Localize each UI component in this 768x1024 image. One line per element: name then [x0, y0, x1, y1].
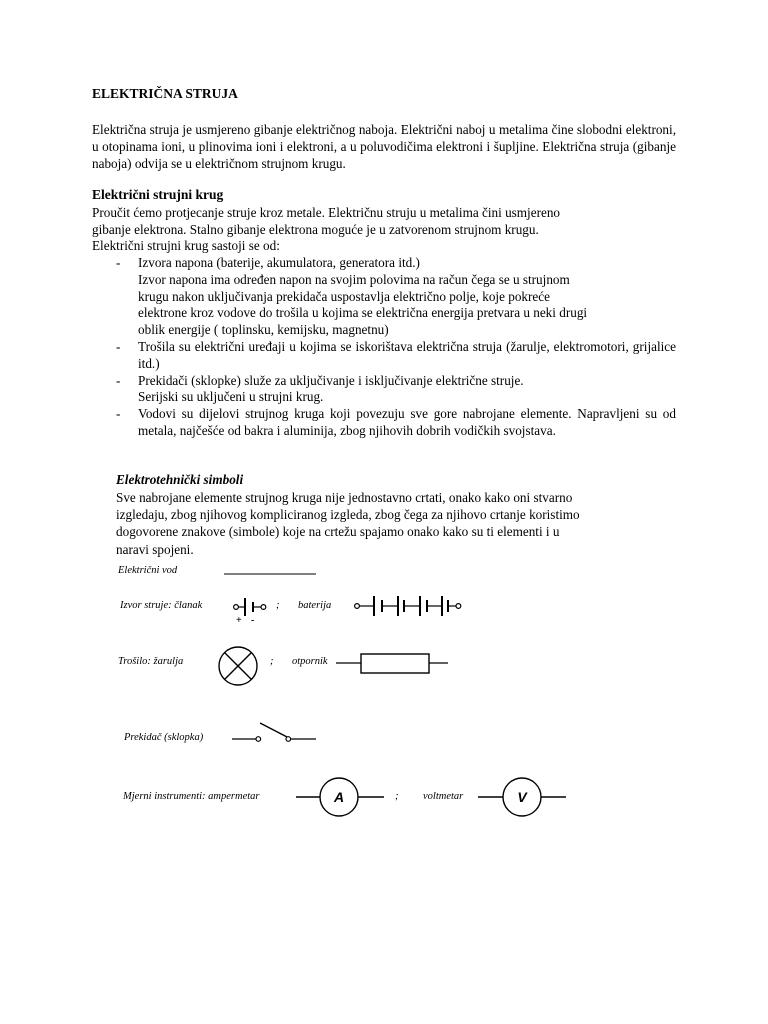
- list-item-main: Prekidači (sklopke) služe za uključivanje i isključivanje električne struje.: [138, 372, 524, 388]
- plus-sign: +: [236, 615, 242, 626]
- lamp-symbol: [219, 647, 257, 685]
- voltmeter-label: voltmetar: [423, 791, 464, 802]
- separator: ;: [276, 600, 280, 611]
- load-label: Trošilo: žarulja: [118, 656, 184, 667]
- battery-label: baterija: [298, 600, 332, 611]
- list-dash: -: [116, 372, 121, 388]
- list-dash: -: [116, 406, 121, 422]
- resistor-label: otpornik: [292, 656, 328, 667]
- list-dash: -: [116, 338, 121, 354]
- paragraph-line: dogovorene znakove (simbole) koje na crtežu spajamo onako kako su ti elementi i u: [116, 524, 560, 540]
- list-item-main: Trošila su električni uređaji u kojima se iskorištava električna struja (žarulje, elektromotori, grijalice itd.): [138, 338, 676, 371]
- list-item-line: Izvor napona ima određen napon na svojim polovima na račun čega se u strujnom: [138, 271, 570, 287]
- source-label: Izvor struje: članak: [120, 600, 203, 611]
- list-item-main: Vodovi su dijelovi strujnog kruga koji povezuju sve gore nabrojane elemente. Napravljeni su od metala, najčešće od bakra i aluminija, zbog njihovih dobrih vodičkih svojstava.: [138, 406, 676, 438]
- resistor-symbol: [336, 654, 448, 673]
- minus-sign: -: [251, 615, 255, 626]
- page-title: ELEKTRIČNA STRUJA: [92, 86, 238, 101]
- paragraph-line: gibanje elektrona. Stalno gibanje elektrona moguće je u zatvorenom strujnom krugu.: [92, 221, 539, 237]
- switch-symbol: [232, 723, 316, 741]
- list-item-line: krugu nakon uključivanja prekidača uspostavlja električno polje, koje pokreće: [138, 288, 550, 304]
- ammeter-letter: A: [333, 789, 345, 805]
- list-item-line: oblik energije ( toplinsku, kemijsku, magnetnu): [138, 322, 389, 338]
- list-item-main: Izvora napona (baterije, akumulatora, generatora itd.): [138, 255, 420, 270]
- section-heading: Električni strujni krug: [92, 187, 224, 202]
- cell-symbol: [234, 598, 266, 616]
- list-item-line: elektrone kroz vodove do trošila u kojima se električna energija pretvara u neki drugi: [138, 305, 588, 321]
- separator: ;: [395, 791, 399, 802]
- paragraph-line: izgledaju, zbog njihovog kompliciranog izgleda, zbog čega za njihovo crtanje koristimo: [116, 507, 580, 523]
- paragraph-line: Proučit ćemo protjecanje struje kroz metale. Električnu struju u metalima čini usmjereno: [92, 205, 561, 220]
- list-item-line: Serijski su uključeni u strujni krug.: [138, 389, 324, 405]
- separator: ;: [270, 656, 274, 667]
- meters-label: Mjerni instrumenti: ampermetar: [123, 791, 260, 802]
- intro-paragraph: Električna struja je usmjereno gibanje električnog naboja. Električni naboj u metalima čine slobodni elektroni, u otopinama ioni, u plinovima ioni i elektroni, a u poluvodičima elektroni i šupljine. Električna struja (gibanje naboja) odvija se u električnom strujnom krugu.: [92, 122, 676, 171]
- voltmeter-letter: V: [517, 789, 527, 805]
- symbols-heading: Elektrotehnički simboli: [116, 472, 244, 487]
- battery-symbol: [355, 596, 461, 616]
- list-dash: -: [116, 255, 121, 270]
- paragraph-line: naravi spojeni.: [116, 541, 194, 557]
- paragraph-line: Električni strujni krug sastoji se od:: [92, 238, 280, 253]
- wire-label: Električni vod: [118, 565, 178, 576]
- paragraph-line: Sve nabrojane elemente strujnog kruga nije jednostavno crtati, onako kako oni stvarno: [116, 490, 573, 505]
- switch-label: Prekidač (sklopka): [124, 732, 204, 743]
